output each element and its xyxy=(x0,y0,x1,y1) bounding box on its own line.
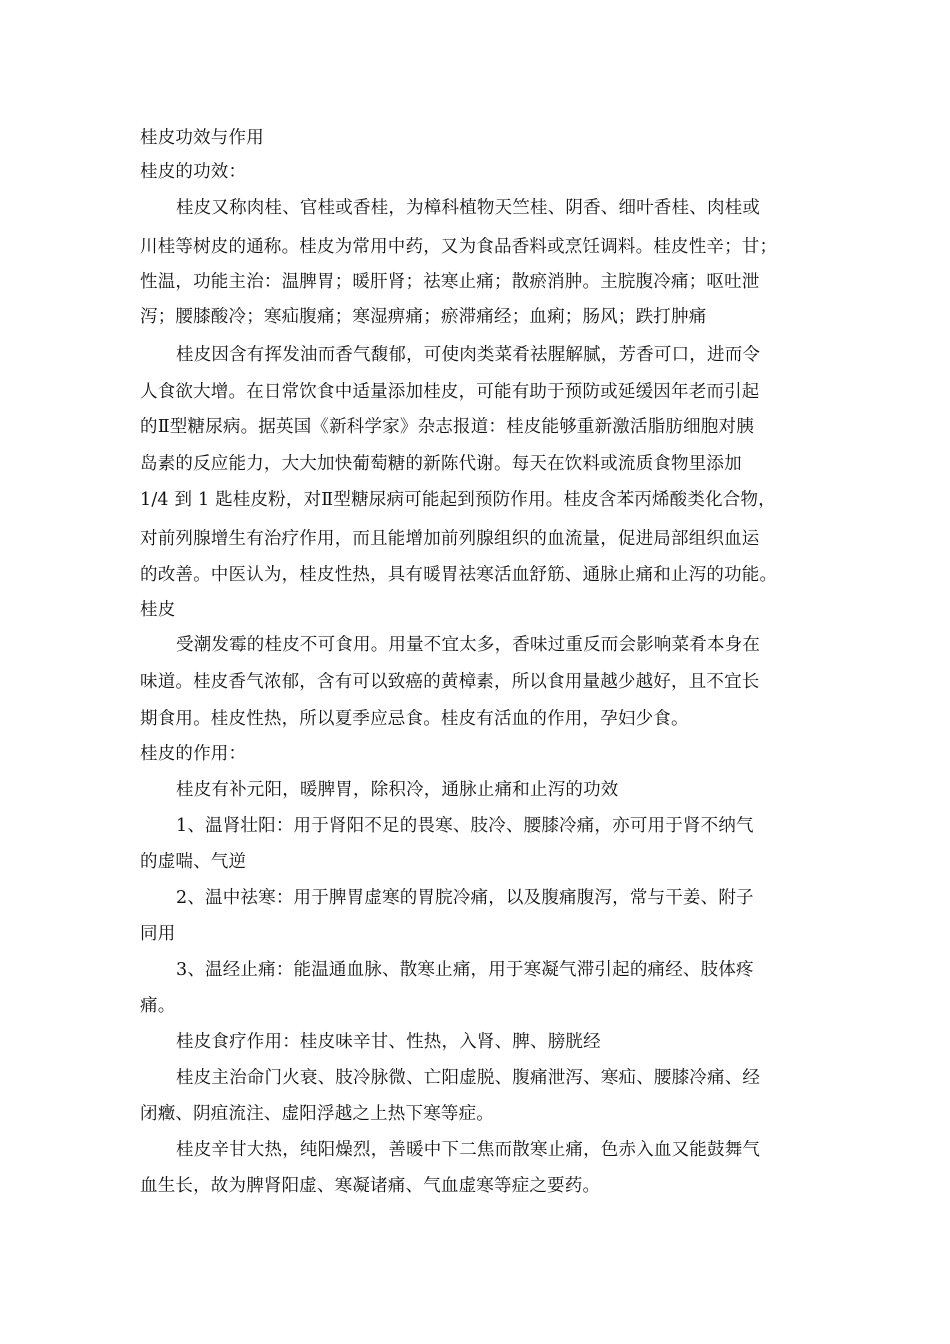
section-heading: 桂皮 xyxy=(140,600,176,620)
list-item-continuation: 痛。 xyxy=(140,996,176,1016)
paragraph-line: 期食用。桂皮性热，所以夏季应忌食。桂皮有活血的作用，孕妇少食。 xyxy=(140,709,689,729)
paragraph-line: 的改善。中医认为，桂皮性热，具有暖胃祛寒活血舒筋、通脉止痛和止泻的功能。 xyxy=(140,565,778,585)
list-item: 1、温肾壮阳：用于肾阳不足的畏寒、肢冷、腰膝冷痛，亦可用于肾不纳气 xyxy=(176,816,754,836)
paragraph-line: 人食欲大增。在日常饮食中适量添加桂皮，可能有助于预防或延缓因年老而引起 xyxy=(140,382,760,402)
paragraph-line: 对前列腺增生有治疗作用，而且能增加前列腺组织的血流量，促进局部组织血运 xyxy=(140,529,760,549)
paragraph-line: 桂皮有补元阳，暖脾胃，除积冷，通脉止痛和止泻的功效 xyxy=(176,780,619,800)
list-item-continuation: 同用 xyxy=(140,924,176,944)
paragraph-line: 的Ⅱ型糖尿病。据英国《新科学家》杂志报道：桂皮能够重新激活脂肪细胞对胰 xyxy=(140,417,754,437)
section-heading: 桂皮的作用： xyxy=(140,744,247,764)
section-heading: 桂皮的功效： xyxy=(140,162,247,182)
list-item-continuation: 的虚喘、气逆 xyxy=(140,852,247,872)
paragraph-line: 性温，功能主治：温脾胃；暖肝肾；祛寒止痛；散瘀消肿。主脘腹冷痛；呕吐泄 xyxy=(140,272,760,292)
paragraph-line: 泻；腰膝酸冷；寒疝腹痛；寒湿痹痛；瘀滞痛经；血痢；肠风；跌打肿痛 xyxy=(140,307,707,327)
paragraph-line: 闭癥、阴疽流注、虚阳浮越之上热下寒等症。 xyxy=(140,1104,494,1124)
paragraph-line: 桂皮又称肉桂、官桂或香桂，为樟科植物天竺桂、阴香、细叶香桂、肉桂或 xyxy=(176,198,761,218)
paragraph-line: 血生长，故为脾肾阳虚、寒凝诸痛、气血虚寒等症之要药。 xyxy=(140,1176,601,1196)
paragraph-line: 受潮发霉的桂皮不可食用。用量不宜太多，香味过重反而会影响菜肴本身在 xyxy=(176,635,761,655)
paragraph-line: 桂皮辛甘大热，纯阳燥烈，善暖中下二焦而散寒止痛，色赤入血又能鼓舞气 xyxy=(176,1140,761,1160)
paragraph-line: 岛素的反应能力，大大加快葡萄糖的新陈代谢。每天在饮料或流质食物里添加 xyxy=(140,454,742,474)
paragraph-line: 桂皮主治命门火衰、肢冷脉微、亡阳虚脱、腹痛泄泻、寒疝、腰膝冷痛、经 xyxy=(176,1068,761,1088)
document-title: 桂皮功效与作用 xyxy=(140,128,264,148)
paragraph-line: 1/4 到 1 匙桂皮粉，对Ⅱ型糖尿病可能起到预防作用。桂皮含苯丙烯酸类化合物， xyxy=(140,490,776,510)
list-item: 3、温经止痛：能温通血脉、散寒止痛，用于寒凝气滞引起的痛经、肢体疼 xyxy=(176,960,754,980)
list-item: 2、温中祛寒：用于脾胃虚寒的胃脘冷痛，以及腹痛腹泻，常与干姜、附子 xyxy=(176,888,754,908)
paragraph-line: 桂皮因含有挥发油而香气馥郁，可使肉类菜肴祛腥解腻，芳香可口，进而令 xyxy=(176,345,761,365)
paragraph-line: 味道。桂皮香气浓郁，含有可以致癌的黄樟素，所以食用量越少越好，且不宜长 xyxy=(140,672,760,692)
paragraph-line: 桂皮食疗作用：桂皮味辛甘、性热，入肾、脾、膀胱经 xyxy=(176,1032,601,1052)
paragraph-line: 川桂等树皮的通称。桂皮为常用中药，又为食品香料或烹饪调料。桂皮性辛；甘； xyxy=(140,237,778,257)
